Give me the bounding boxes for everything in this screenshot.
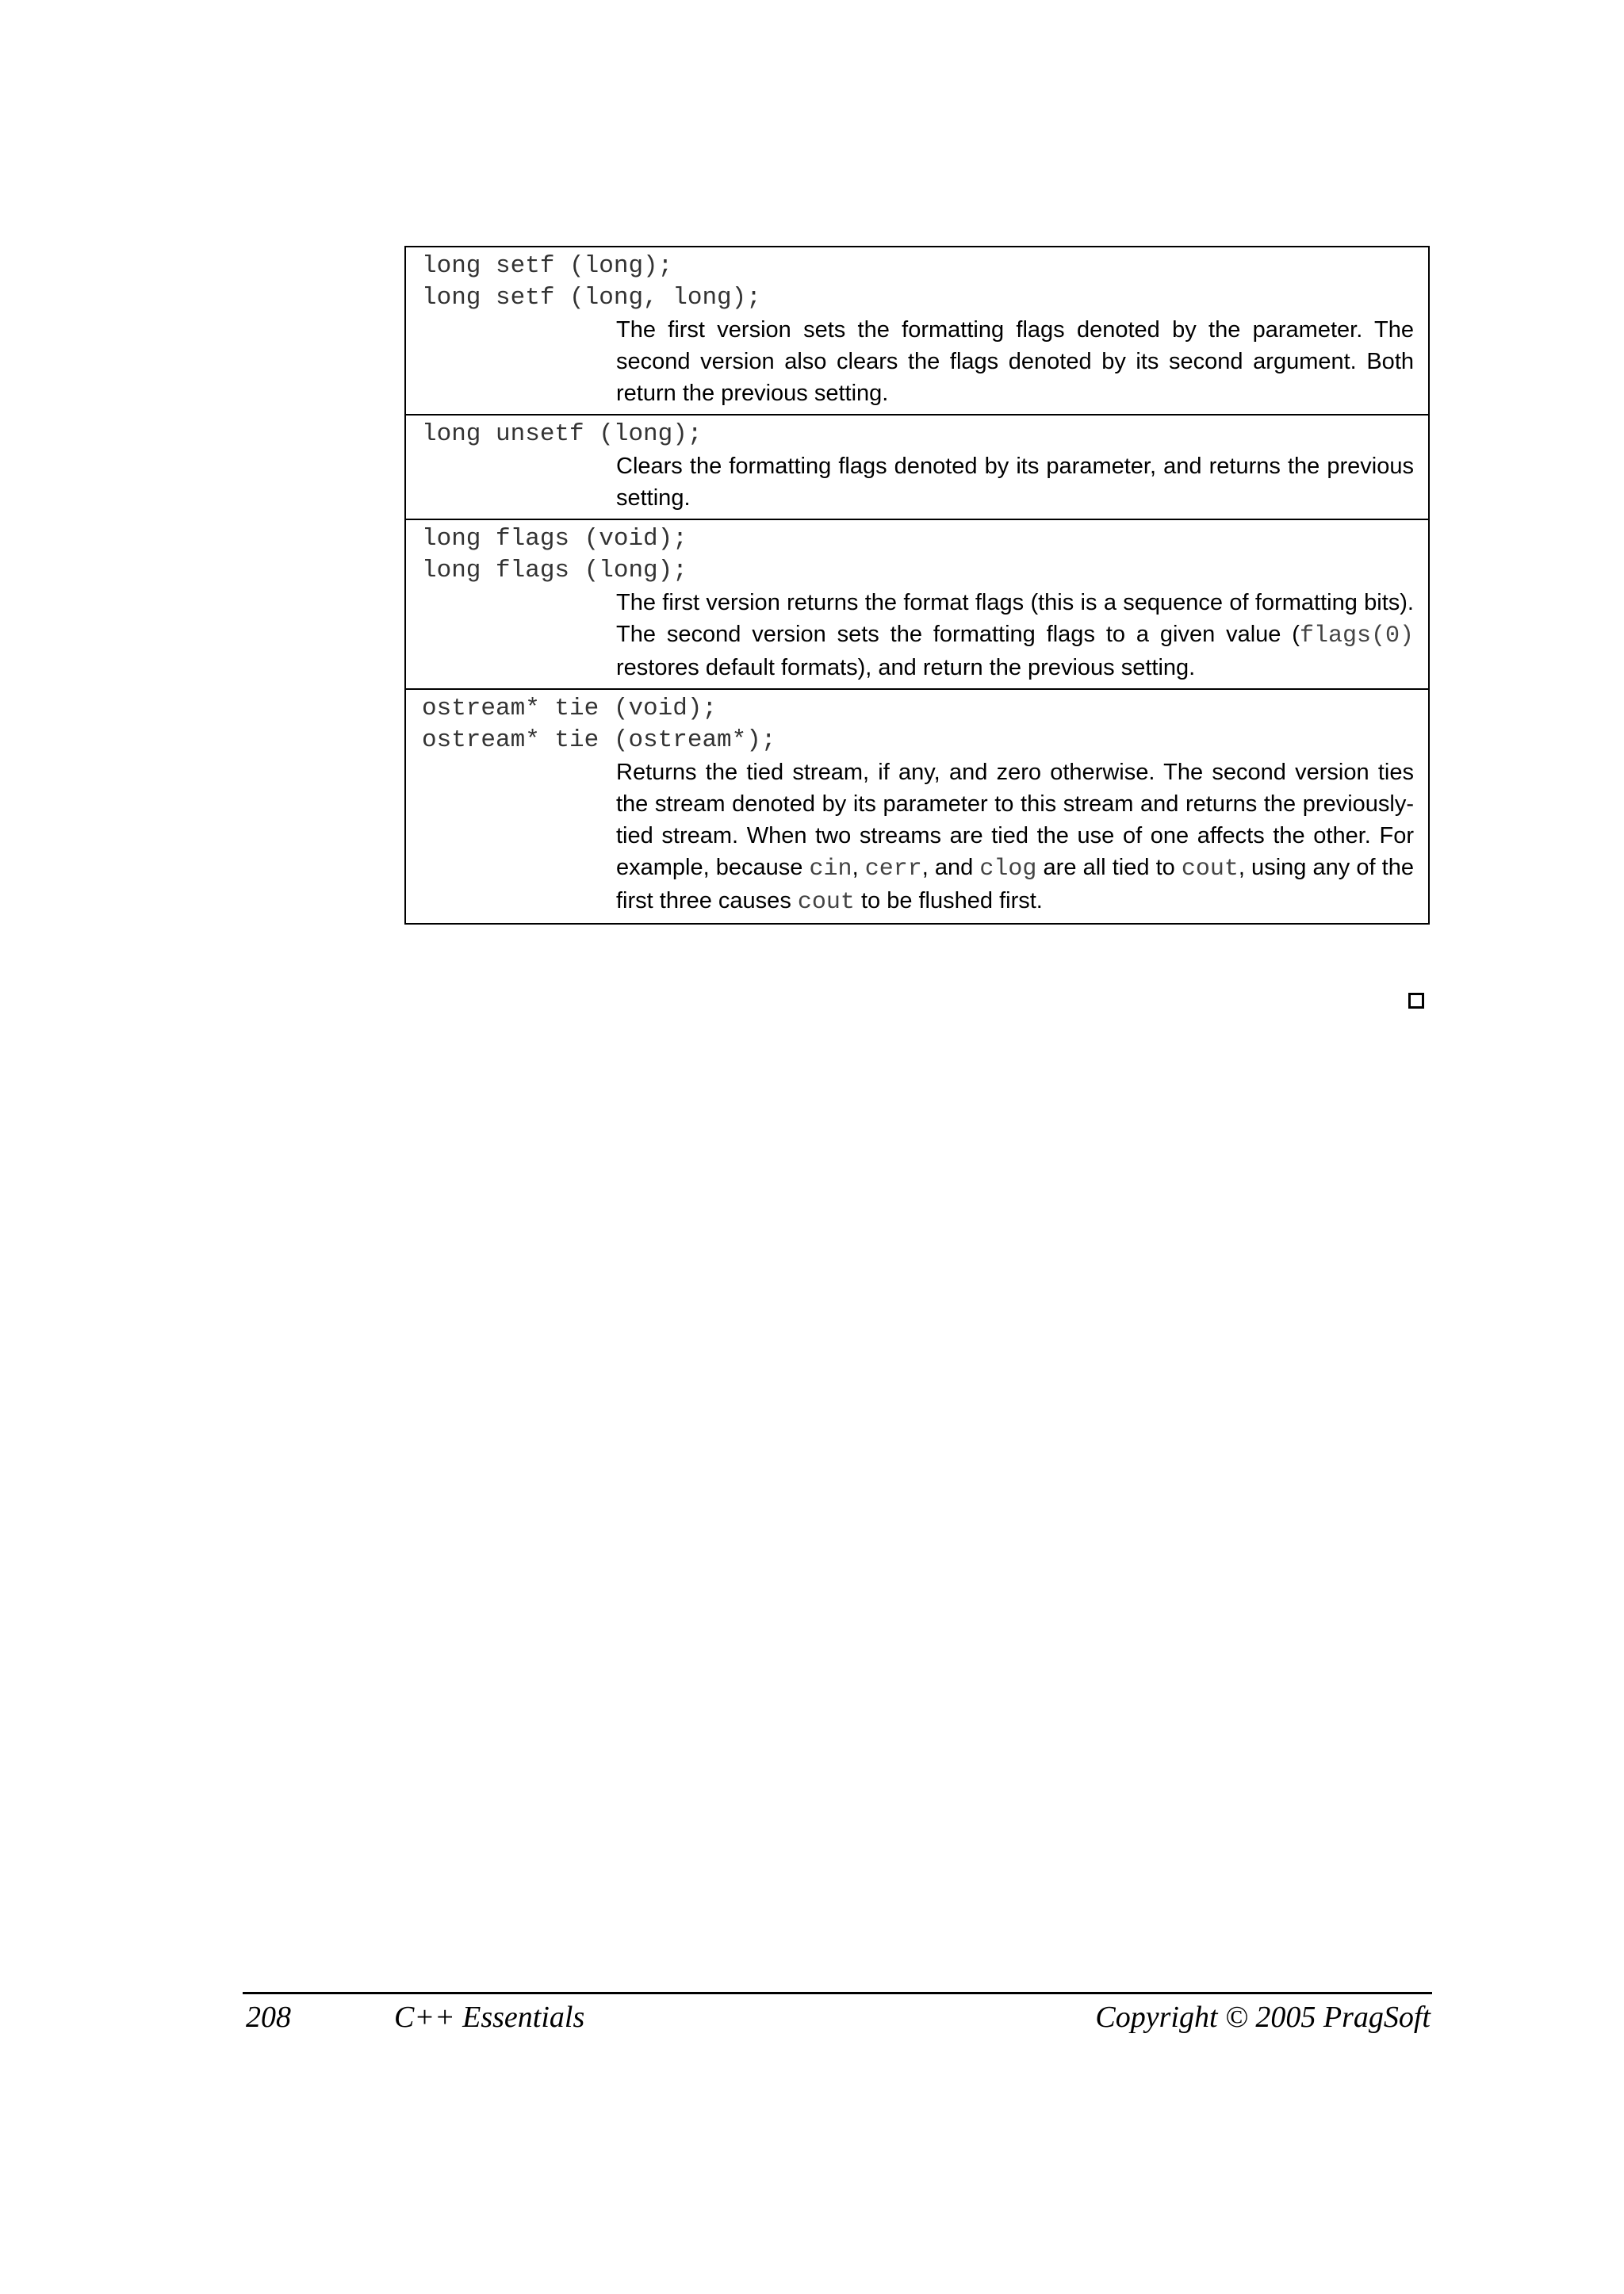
function-signature: ostream* tie (ostream*);: [422, 726, 776, 754]
hollow-square-icon: [1408, 993, 1424, 1009]
function-signature: long setf (long);: [422, 252, 673, 280]
function-description: [616, 314, 1414, 409]
function-signature: long flags (long);: [422, 557, 688, 584]
inline-code: cout: [1181, 856, 1239, 883]
function-signature: long unsetf (long);: [422, 420, 703, 448]
page-number: 208: [246, 2001, 291, 2034]
function-description: [616, 450, 1414, 514]
copyright-notice: Copyright © 2005 PragSoft: [1095, 2001, 1431, 2034]
description-text: The first version returns the format flags (this is a sequence of formatting bits). The second version sets the formatting flags to a given value (: [616, 590, 1414, 647]
description-text: Clears the formatting flags denoted by its parameter, and returns the previous setting.: [616, 454, 1414, 511]
description-text: to be flushed first.: [854, 888, 1043, 913]
inline-code: clog: [979, 856, 1037, 883]
description-text: Returns the tied stream, if any, and zero otherwise. The second version ties the stream denoted by its parameter to this stream and returns the previously-tied stream. When two streams are tied the use of one affects the other. For example, because: [616, 760, 1414, 880]
entry-setf: [406, 247, 1428, 414]
function-signature: long setf (long, long);: [422, 284, 761, 312]
footer-divider: [243, 1992, 1432, 1994]
description-text: , using any of the first three causes: [616, 855, 1414, 913]
description-text: , and: [921, 855, 980, 880]
function-description: [616, 587, 1414, 684]
description-text: restores default formats), and return the previous setting.: [616, 655, 1196, 680]
inline-code: cout: [797, 889, 855, 916]
function-signature: ostream* tie (void);: [422, 695, 718, 722]
member-function-table: [404, 246, 1430, 925]
description-text: ,: [852, 855, 865, 880]
inline-code: cerr: [864, 856, 922, 883]
entry-flags: [406, 519, 1428, 688]
entry-unsetf: [406, 414, 1428, 519]
inline-code: cin: [809, 856, 852, 883]
description-text: The first version sets the formatting flags denoted by the parameter. The second version also clears the flags denoted by its second argument. Both return the previous setting.: [616, 317, 1414, 406]
function-description: [616, 756, 1414, 918]
function-signature: long flags (void);: [422, 525, 688, 553]
inline-code: flags(0): [1299, 622, 1414, 649]
description-text: are all tied to: [1036, 855, 1182, 880]
entry-tie: [406, 688, 1428, 923]
book-title: C++ Essentials: [394, 2001, 585, 2034]
